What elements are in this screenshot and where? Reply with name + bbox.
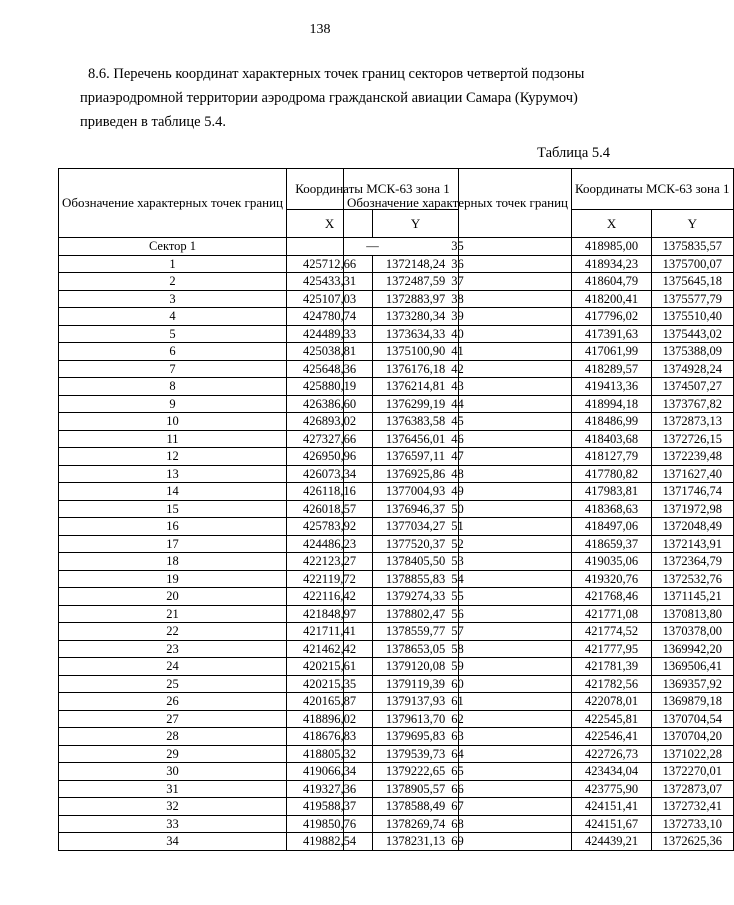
y-value: 1371145,21 (652, 588, 733, 606)
table-row (344, 728, 734, 746)
y-value: 1375645,18 (652, 273, 733, 291)
y-value: 1379539,73 (373, 745, 459, 763)
x-value: 421771,08 (572, 605, 652, 623)
table-row (344, 430, 734, 448)
x-value: 421462,42 (287, 640, 373, 658)
point-number: 48 (344, 465, 572, 483)
point-number: 23 (59, 640, 287, 658)
point-number: 47 (344, 448, 572, 466)
point-number: 28 (59, 728, 287, 746)
point-number: 56 (344, 605, 572, 623)
y-value: 1369879,18 (652, 693, 733, 711)
y-value: 1375388,09 (652, 343, 733, 361)
y-value: 1379137,93 (373, 693, 459, 711)
point-number: 16 (59, 518, 287, 536)
point-number: 24 (59, 658, 287, 676)
table-row (344, 343, 734, 361)
point-number: 9 (59, 395, 287, 413)
x-value: 422546,41 (572, 728, 652, 746)
x-value: 425038,81 (287, 343, 373, 361)
designation-header: Обозначение характерных точек границ (59, 169, 287, 238)
x-value: 418486,99 (572, 413, 652, 431)
point-number: 15 (59, 500, 287, 518)
table-row (344, 273, 734, 291)
x-value: 417796,02 (572, 308, 652, 326)
point-number: 39 (344, 308, 572, 326)
table-row (344, 763, 734, 781)
table-row (344, 553, 734, 571)
table-row (344, 798, 734, 816)
point-number: 34 (59, 833, 287, 851)
y-value: 1375510,40 (652, 308, 733, 326)
y-value: 1376299,19 (373, 395, 459, 413)
table-row (344, 378, 734, 396)
x-value: 419850,76 (287, 815, 373, 833)
point-number: 42 (344, 360, 572, 378)
y-value: 1375100,90 (373, 343, 459, 361)
point-number: 50 (344, 500, 572, 518)
y-value: 1372270,01 (652, 763, 733, 781)
y-value: 1372048,49 (652, 518, 733, 536)
point-number: 29 (59, 745, 287, 763)
x-value: 421777,95 (572, 640, 652, 658)
table-row (344, 500, 734, 518)
x-value: 421711,41 (287, 623, 373, 641)
point-number: 44 (344, 395, 572, 413)
point-number: 8 (59, 378, 287, 396)
x-value: 418805,32 (287, 745, 373, 763)
y-value: 1372239,48 (652, 448, 733, 466)
table-row (344, 238, 734, 256)
point-number: 54 (344, 570, 572, 588)
y-value: 1371746,74 (652, 483, 733, 501)
point-number: 14 (59, 483, 287, 501)
x-value: 417983,81 (572, 483, 652, 501)
y-value: 1372487,59 (373, 273, 459, 291)
x-value: 418403,68 (572, 430, 652, 448)
y-value: 1378855,83 (373, 570, 459, 588)
point-number: 43 (344, 378, 572, 396)
point-number: 21 (59, 605, 287, 623)
x-value: 426018,57 (287, 500, 373, 518)
x-value: 421848,97 (287, 605, 373, 623)
x-value: 418985,00 (572, 238, 652, 256)
x-value: 426118,16 (287, 483, 373, 501)
y-value: 1370378,00 (652, 623, 733, 641)
y-value: 1376214,81 (373, 378, 459, 396)
x-value: 424439,21 (572, 833, 652, 851)
point-number: 5 (59, 325, 287, 343)
y-value: 1372733,10 (652, 815, 733, 833)
table-row (344, 290, 734, 308)
y-value: 1379695,83 (373, 728, 459, 746)
y-value: 1371627,40 (652, 465, 733, 483)
y-value: 1372625,36 (652, 833, 733, 851)
table-row (344, 535, 734, 553)
x-value: 423775,90 (572, 780, 652, 798)
x-value: 419035,06 (572, 553, 652, 571)
y-value: 1379119,39 (373, 675, 459, 693)
y-value: 1379120,08 (373, 658, 459, 676)
point-number: 49 (344, 483, 572, 501)
x-value: 424151,41 (572, 798, 652, 816)
page-number: 138 (309, 22, 331, 37)
y-value: 1378405,50 (373, 553, 459, 571)
x-value: 426073,34 (287, 465, 373, 483)
point-number: 36 (344, 255, 572, 273)
table-row (344, 413, 734, 431)
y-value: 1378653,05 (373, 640, 459, 658)
point-number: 30 (59, 763, 287, 781)
point-number: 64 (344, 745, 572, 763)
point-number: 58 (344, 640, 572, 658)
point-number: 27 (59, 710, 287, 728)
x-value: 418896,02 (287, 710, 373, 728)
x-value: 421774,52 (572, 623, 652, 641)
y-value: 1372532,76 (652, 570, 733, 588)
y-value: 1370813,80 (652, 605, 733, 623)
table-row (344, 360, 734, 378)
point-number: 35 (344, 238, 572, 256)
x-value: 425433,31 (287, 273, 373, 291)
table-row (344, 483, 734, 501)
x-value: 418200,41 (572, 290, 652, 308)
point-number: 20 (59, 588, 287, 606)
x-value: 419413,36 (572, 378, 652, 396)
x-value: 424151,67 (572, 815, 652, 833)
point-number: 65 (344, 763, 572, 781)
table-row (344, 623, 734, 641)
x-value: 422123,27 (287, 553, 373, 571)
point-number: 46 (344, 430, 572, 448)
y-value: 1378231,13 (373, 833, 459, 851)
x-value: 420165,87 (287, 693, 373, 711)
y-value: 1379613,70 (373, 710, 459, 728)
y-value: 1369506,41 (652, 658, 733, 676)
y-value: 1375700,07 (652, 255, 733, 273)
table-row (344, 588, 734, 606)
point-number: 52 (344, 535, 572, 553)
point-number: 2 (59, 273, 287, 291)
y-value: 1375577,79 (652, 290, 733, 308)
y-value: 1375835,57 (652, 238, 733, 256)
point-number: 55 (344, 588, 572, 606)
point-number: 31 (59, 780, 287, 798)
x-value: 418934,23 (572, 255, 652, 273)
y-value: 1369942,20 (652, 640, 733, 658)
y-value: 1370704,20 (652, 728, 733, 746)
designation-header: Обозначение характерных точек границ (344, 169, 572, 238)
x-value: 420215,35 (287, 675, 373, 693)
x-value: 420215,61 (287, 658, 373, 676)
y-value: 1372143,91 (652, 535, 733, 553)
x-value: 418497,06 (572, 518, 652, 536)
point-number: 4 (59, 308, 287, 326)
table-row (344, 570, 734, 588)
x-value: 426893,02 (287, 413, 373, 431)
x-value: 418659,37 (572, 535, 652, 553)
point-number: 51 (344, 518, 572, 536)
y-value: 1376597,11 (373, 448, 459, 466)
x-value: 422545,81 (572, 710, 652, 728)
y-value: 1374928,24 (652, 360, 733, 378)
table-row (344, 710, 734, 728)
x-value: 425648,36 (287, 360, 373, 378)
y-value: 1378559,77 (373, 623, 459, 641)
coordinates-table-right (343, 168, 734, 851)
x-value: 419882,54 (287, 833, 373, 851)
point-number: 26 (59, 693, 287, 711)
y-value: 1373634,33 (373, 325, 459, 343)
table-row (344, 693, 734, 711)
y-header: Y (373, 210, 459, 238)
x-value: 421782,56 (572, 675, 652, 693)
y-value: 1378588,49 (373, 798, 459, 816)
x-value: 422119,72 (287, 570, 373, 588)
x-value: 422116,42 (287, 588, 373, 606)
x-value: 426386,60 (287, 395, 373, 413)
x-value: 422726,73 (572, 745, 652, 763)
x-value: 421768,46 (572, 588, 652, 606)
y-value: 1372873,07 (652, 780, 733, 798)
y-value: 1378802,47 (373, 605, 459, 623)
table-row (344, 833, 734, 851)
y-value: 1371022,28 (652, 745, 733, 763)
point-number: 40 (344, 325, 572, 343)
point-number: 62 (344, 710, 572, 728)
coords-header: Координаты МСК-63 зона 1 (572, 169, 734, 210)
x-value: 424486,23 (287, 535, 373, 553)
x-value: 421781,39 (572, 658, 652, 676)
x-value: 419066,34 (287, 763, 373, 781)
point-number: 41 (344, 343, 572, 361)
point-number: 63 (344, 728, 572, 746)
point-number: 32 (59, 798, 287, 816)
x-header: X (287, 210, 373, 238)
x-value: 424780,74 (287, 308, 373, 326)
x-value: 418289,57 (572, 360, 652, 378)
y-value: 1376946,37 (373, 500, 459, 518)
point-number: 13 (59, 465, 287, 483)
point-number: 68 (344, 815, 572, 833)
x-value: 427327,66 (287, 430, 373, 448)
y-value: 1369357,92 (652, 675, 733, 693)
paragraph-line: 8.6. Перечень координат характерных точек границ секторов четвертой подзоны (88, 66, 585, 82)
point-number: 53 (344, 553, 572, 571)
x-value: 425712,66 (287, 255, 373, 273)
paragraph-line: приаэродромной территории аэродрома гражданской авиации Самара (Курумоч) (80, 90, 578, 106)
point-number: 33 (59, 815, 287, 833)
sector-label: Сектор 1 (59, 238, 287, 256)
y-value: 1376383,58 (373, 413, 459, 431)
table-row (344, 605, 734, 623)
point-number: 10 (59, 413, 287, 431)
sector-dash: — (287, 238, 459, 256)
point-number: 38 (344, 290, 572, 308)
x-value: 417780,82 (572, 465, 652, 483)
y-value: 1373767,82 (652, 395, 733, 413)
table-row (344, 518, 734, 536)
y-value: 1377520,37 (373, 535, 459, 553)
y-value: 1370704,54 (652, 710, 733, 728)
x-value: 419320,76 (572, 570, 652, 588)
y-value: 1372732,41 (652, 798, 733, 816)
table-row (344, 640, 734, 658)
y-value: 1376456,01 (373, 430, 459, 448)
y-value: 1372148,24 (373, 255, 459, 273)
table-row (344, 675, 734, 693)
x-value: 417061,99 (572, 343, 652, 361)
y-header: Y (652, 210, 733, 238)
paragraph-line: приведен в таблице 5.4. (80, 114, 226, 130)
point-number: 25 (59, 675, 287, 693)
x-value: 425783,92 (287, 518, 373, 536)
y-value: 1376176,18 (373, 360, 459, 378)
y-value: 1379274,33 (373, 588, 459, 606)
x-value: 423434,04 (572, 763, 652, 781)
table-row (344, 308, 734, 326)
x-value: 419327,36 (287, 780, 373, 798)
point-number: 12 (59, 448, 287, 466)
x-value: 419588,37 (287, 798, 373, 816)
y-value: 1372726,15 (652, 430, 733, 448)
y-value: 1372873,13 (652, 413, 733, 431)
point-number: 59 (344, 658, 572, 676)
table-row (344, 658, 734, 676)
point-number: 22 (59, 623, 287, 641)
table-row (344, 325, 734, 343)
paragraph (80, 62, 610, 134)
x-value: 418676,83 (287, 728, 373, 746)
y-value: 1372364,79 (652, 553, 733, 571)
table-row (344, 395, 734, 413)
x-value: 418127,79 (572, 448, 652, 466)
coords-header: Координаты МСК-63 зона 1 (287, 169, 459, 210)
y-value: 1376925,86 (373, 465, 459, 483)
table-row (344, 780, 734, 798)
point-number: 6 (59, 343, 287, 361)
x-value: 417391,63 (572, 325, 652, 343)
y-value: 1378269,74 (373, 815, 459, 833)
table-row (344, 448, 734, 466)
y-value: 1378905,57 (373, 780, 459, 798)
y-value: 1377034,27 (373, 518, 459, 536)
table-caption: Таблица 5.4 (537, 145, 610, 161)
y-value: 1377004,93 (373, 483, 459, 501)
point-number: 1 (59, 255, 287, 273)
x-value: 418994,18 (572, 395, 652, 413)
x-value: 424489,33 (287, 325, 373, 343)
point-number: 17 (59, 535, 287, 553)
x-value: 418368,63 (572, 500, 652, 518)
point-number: 7 (59, 360, 287, 378)
y-value: 1374507,27 (652, 378, 733, 396)
point-number: 18 (59, 553, 287, 571)
x-value: 422078,01 (572, 693, 652, 711)
point-number: 67 (344, 798, 572, 816)
point-number: 3 (59, 290, 287, 308)
table-row (344, 815, 734, 833)
y-value: 1373280,34 (373, 308, 459, 326)
x-value: 425880,19 (287, 378, 373, 396)
y-value: 1372883,97 (373, 290, 459, 308)
point-number: 66 (344, 780, 572, 798)
point-number: 57 (344, 623, 572, 641)
y-value: 1371972,98 (652, 500, 733, 518)
point-number: 11 (59, 430, 287, 448)
point-number: 45 (344, 413, 572, 431)
point-number: 37 (344, 273, 572, 291)
x-value: 425107,03 (287, 290, 373, 308)
point-number: 60 (344, 675, 572, 693)
y-value: 1379222,65 (373, 763, 459, 781)
point-number: 69 (344, 833, 572, 851)
table-row (344, 745, 734, 763)
table-row (344, 465, 734, 483)
x-value: 418604,79 (572, 273, 652, 291)
point-number: 61 (344, 693, 572, 711)
x-value: 426950,96 (287, 448, 373, 466)
table-row (344, 255, 734, 273)
x-header: X (572, 210, 652, 238)
y-value: 1375443,02 (652, 325, 733, 343)
point-number: 19 (59, 570, 287, 588)
